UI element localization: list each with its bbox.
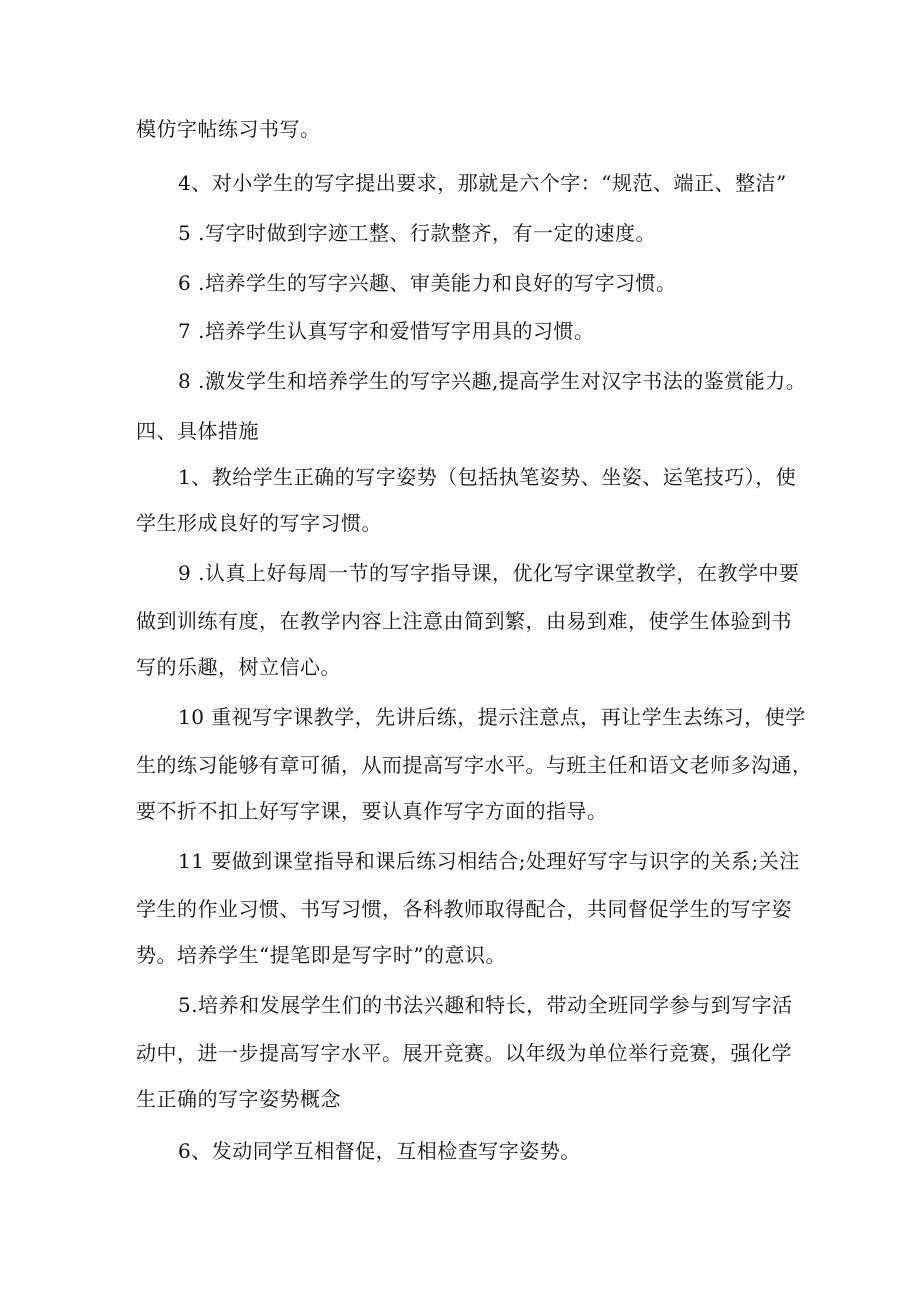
text-line: 写的乐趣，树立信心。 <box>136 655 341 679</box>
list-item: 6、发动同学互相督促，互相检查写字姿势。 <box>178 1139 581 1163</box>
text-line: 势。培养学生“提笔即是写字时”的意识。 <box>136 943 506 967</box>
text-line: 要不折不扣上好写字课，要认真作写字方面的指导。 <box>136 799 608 823</box>
list-item: 5.培养和发展学生们的书法兴趣和特长，带动全班同学参与到写字活 <box>178 993 793 1017</box>
list-item: 6 .培养学生的写字兴趣、审美能力和良好的写字习惯。 <box>178 271 677 295</box>
text-line: 做到训练有度，在教学内容上注意由简到繁，由易到难，使学生体验到书 <box>136 609 792 633</box>
text-line: 生正确的写字姿势概念 <box>136 1087 341 1111</box>
text-line: 动中，进一步提高写字水平。展开竞赛。以年级为单位举行竞赛，强化学 <box>136 1041 792 1065</box>
list-item: 8 .激发学生和培养学生的写字兴趣,提高学生对汉字书法的鉴赏能力。 <box>178 369 807 393</box>
list-item: 9 .认真上好每周一节的写字指导课，优化写字课堂教学，在教学中要 <box>178 561 800 585</box>
list-item: 1、教给学生正确的写字姿势（包括执笔姿势、坐姿、运笔技巧），使 <box>178 465 797 489</box>
section-heading: 四、具体措施 <box>136 419 259 443</box>
text-line: 生的练习能够有章可循，从而提高写字水平。与班主任和语文老师多沟通， <box>136 753 813 777</box>
list-item: 10 重视写字课教学，先讲后练，提示注意点，再让学生去练习，使学 <box>178 705 806 729</box>
text-line: 学生的作业习惯、书写习惯，各科教师取得配合，共同督促学生的写字姿 <box>136 897 792 921</box>
list-item: 7 .培养学生认真写字和爱惜写字用具的习惯。 <box>178 319 595 343</box>
list-item: 5 .写字时做到字迹工整、行款整齐，有一定的速度。 <box>178 221 656 245</box>
text-line: 模仿字帖练习书写。 <box>136 117 321 141</box>
list-item: 11 要做到课堂指导和课后练习相结合;处理好写字与识字的关系;关注 <box>178 849 800 873</box>
list-item: 4、对小学生的写字提出要求，那就是六个字：“规范、端正、整洁” <box>178 171 787 195</box>
text-line: 学生形成良好的写字习惯。 <box>136 511 382 535</box>
